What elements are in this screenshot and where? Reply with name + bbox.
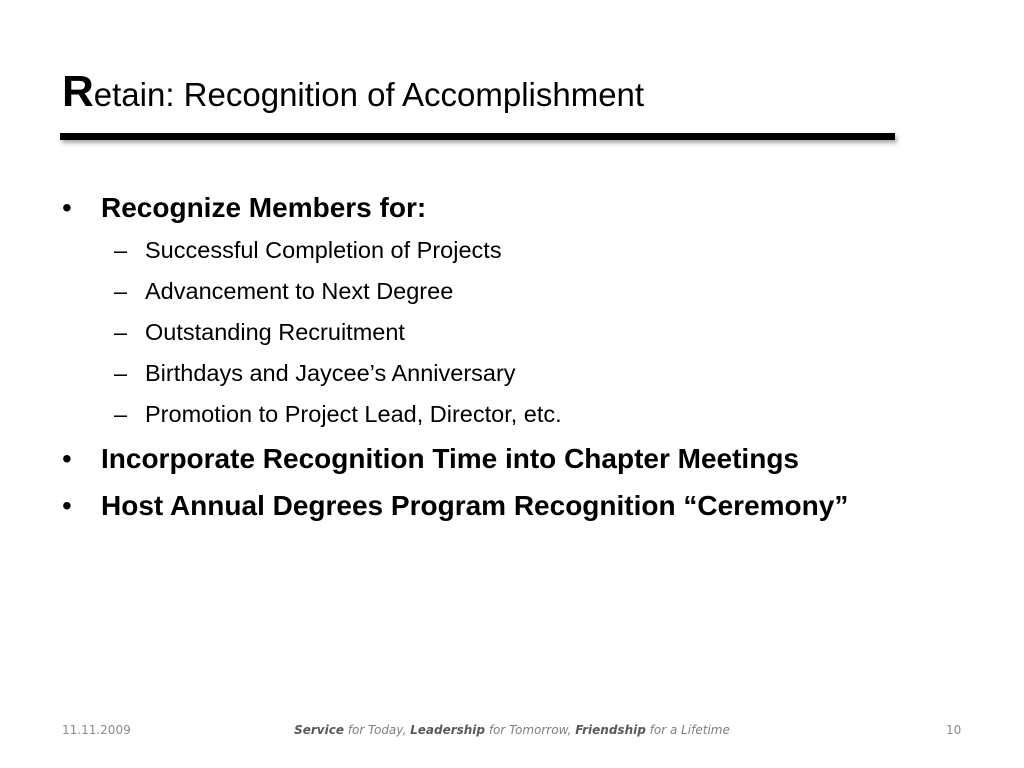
footer-date: 11.11.2009: [62, 723, 131, 737]
motto-text-3: for a Lifetime: [645, 723, 730, 737]
sub-bullet-marker: –: [114, 360, 128, 386]
sub-bullet-marker: –: [114, 278, 128, 304]
sub-bullet-text: Birthdays and Jaycee’s Anniversary: [145, 360, 516, 386]
sub-bullet-text: Outstanding Recruitment: [145, 319, 405, 345]
bullet-marker: •: [62, 443, 72, 474]
bullet-marker: •: [62, 490, 72, 521]
bullet-item: [62, 445, 799, 473]
sub-bullet-marker: –: [114, 319, 128, 345]
sub-bullet-text: Promotion to Project Lead, Director, etc.: [145, 401, 562, 427]
sub-bullet-text: Advancement to Next Degree: [145, 278, 454, 304]
motto-text-1: for Today,: [344, 723, 411, 737]
sub-bullet-item: [114, 239, 502, 263]
bullet-item: [62, 194, 426, 222]
sub-bullet-item: [114, 280, 453, 304]
bullet-item: [62, 492, 848, 520]
bullet-text: Recognize Members for:: [101, 192, 427, 223]
motto-word-leadership: Leadership: [410, 723, 486, 737]
slide-page-number: 10: [946, 723, 962, 737]
sub-bullet-item: [114, 403, 562, 427]
sub-bullet-item: [114, 362, 516, 386]
title-text: etain: Recognition of Accomplishment: [93, 76, 645, 113]
title-underline-rule: [60, 133, 895, 140]
motto-word-friendship: Friendship: [575, 723, 646, 737]
sub-bullet-item: [114, 321, 405, 345]
bullet-marker: •: [62, 192, 72, 223]
sub-bullet-text: Successful Completion of Projects: [145, 237, 502, 263]
motto-word-service: Service: [294, 723, 344, 737]
slide-title: [62, 67, 645, 116]
title-initial: R: [62, 67, 94, 116]
sub-bullet-marker: –: [114, 237, 128, 263]
footer-motto: [0, 724, 1024, 736]
sub-bullet-marker: –: [114, 401, 128, 427]
bullet-text: Host Annual Degrees Program Recognition “Ceremony”: [101, 490, 849, 521]
motto-text-2: for Tomorrow,: [485, 723, 576, 737]
bullet-text: Incorporate Recognition Time into Chapter Meetings: [101, 443, 799, 474]
